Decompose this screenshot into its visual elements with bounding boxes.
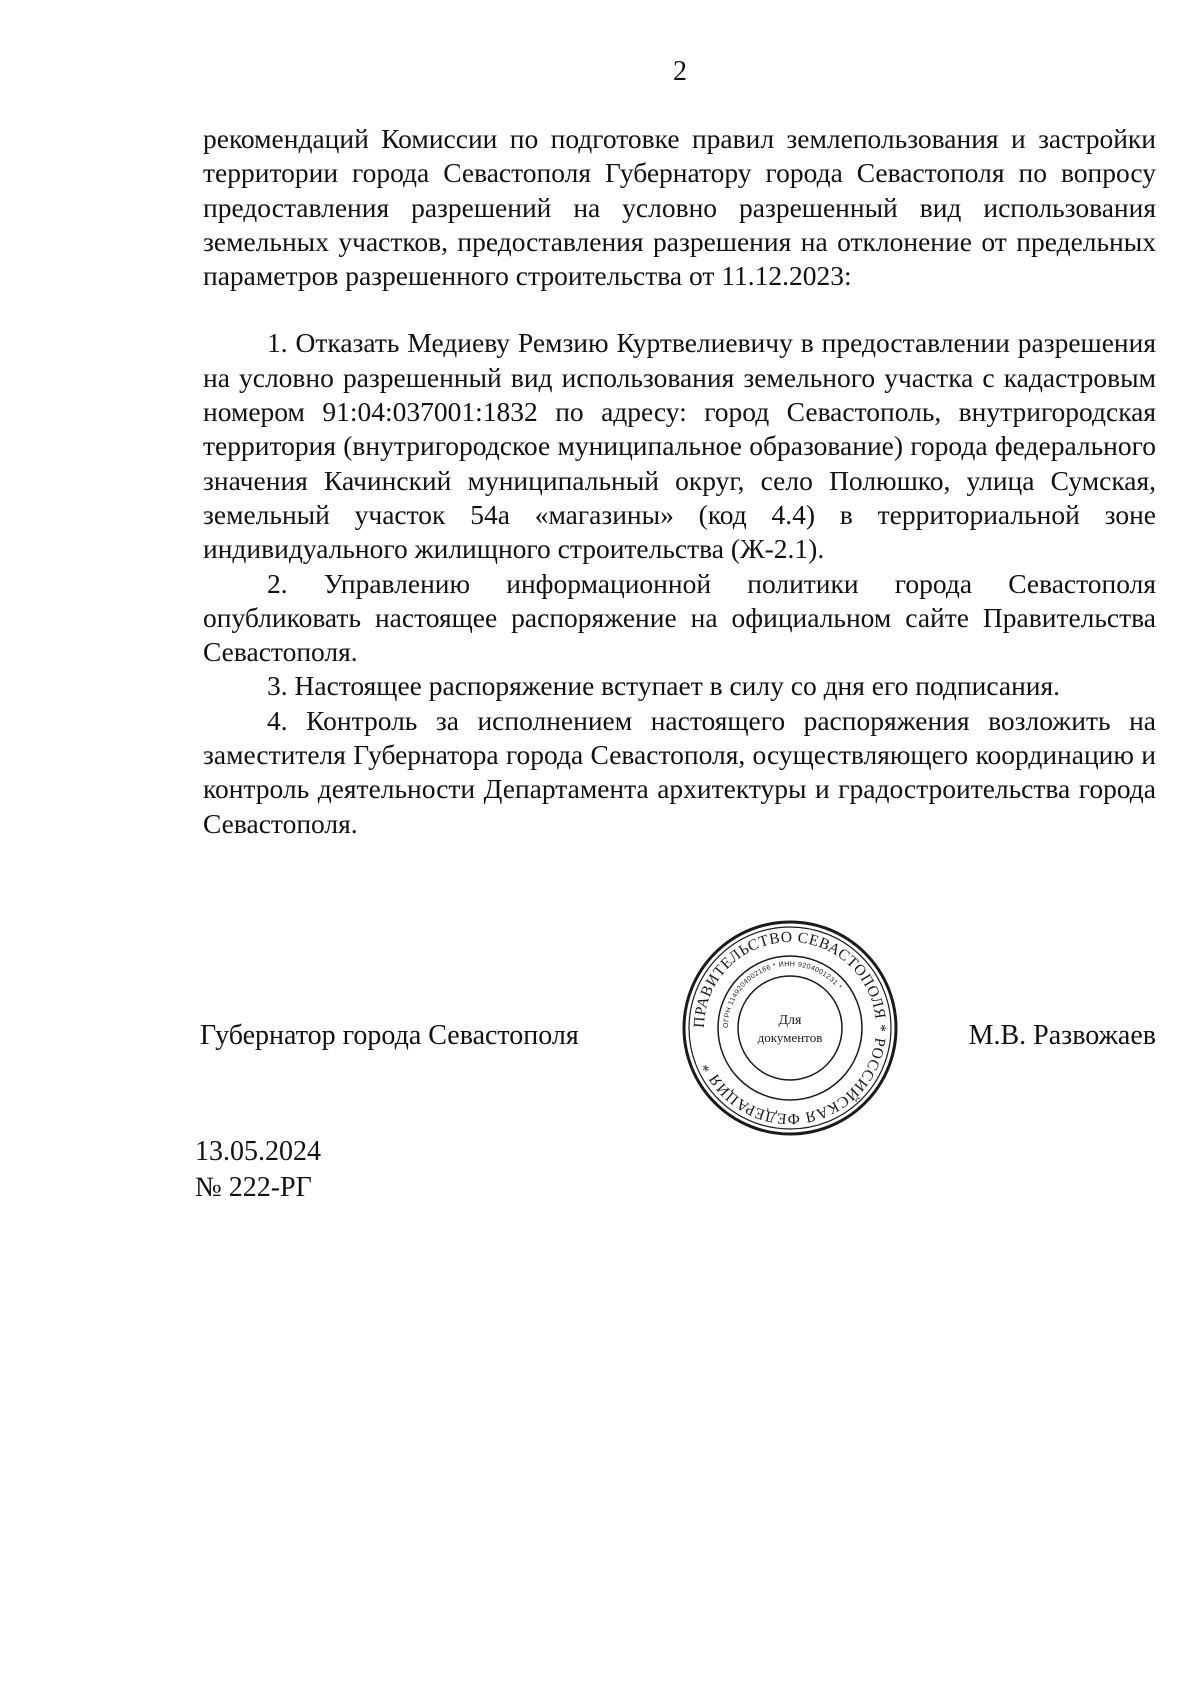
signatory-title: Губернатор города Севастополя [200,1020,579,1051]
item-4-paragraph: 4. Контроль за исполнением настоящего распоряжения возложить на заместителя Губернатора города Севастополя, осуществляющего координацию и контроль деятельности Департамента архитектуры и градостроительства города Севастополя. [203,704,1156,839]
intro-paragraph: рекомендаций Комиссии по подготовке правил землепользования и застройки территории города Севастополя Губернатору города Севастополя по вопросу предоставления разрешений на условно разрешенный вид использования земельных участков, предоставления разрешения на отклонение от предельных параметров разрешенного строительства от 11.12.2023: [203,123,1156,292]
stamp-center-line-1: Для [778,1013,802,1028]
stamp-center-line-2: документов [757,1030,823,1045]
official-seal-stamp [680,918,900,1138]
item-1-paragraph: 1. Отказать Медиеву Ремзию Куртвелиевичу в предоставлении разрешения на условно разрешенный вид использования земельного участка с кадастровым номером 91:04:037001:1832 по адресу: город Севастополь, внутригородская территория (внутригородское муниципальное образование) города федерального значения Качинский муниципальный округ, село Полюшко, улица Сумская, земельный участок 54а «магазины» (код 4.4) в территориальной зоне индивидуального жилищного строительства (Ж-2.1). [203,327,1156,565]
signatory-name: М.В. Развожаев [968,1020,1156,1051]
document-date: 13.05.2024 [195,1136,321,1167]
stamp-outer-text: ПРАВИТЕЛЬСТВО СЕВАСТОПОЛЯ * РОССИЙСКАЯ ФЕДЕРАЦИЯ * [690,928,890,1128]
stamp-outer-border-thin [689,927,891,1129]
stamp-inner-text: ОГРН 1149204002166 * ИНН 9204001231 * [722,960,843,1029]
document-number: № 222-РГ [195,1172,312,1203]
item-3-paragraph: 3. Настоящее распоряжение вступает в силу со дня его подписания. [267,670,1061,702]
paragraph-spacer [203,293,1156,326]
item-2-paragraph: 2. Управлению информационной политики города Севастополя опубликовать настоящее распоряжение на официальном сайте Правительства Севастополя. [203,567,1156,668]
stamp-middle-ring [718,956,862,1100]
document-body [203,122,1156,841]
page-number: 2 [673,56,687,87]
stamp-inner-ring [738,976,842,1080]
stamp-outer-border [684,922,896,1134]
document-date-number [195,1134,321,1206]
